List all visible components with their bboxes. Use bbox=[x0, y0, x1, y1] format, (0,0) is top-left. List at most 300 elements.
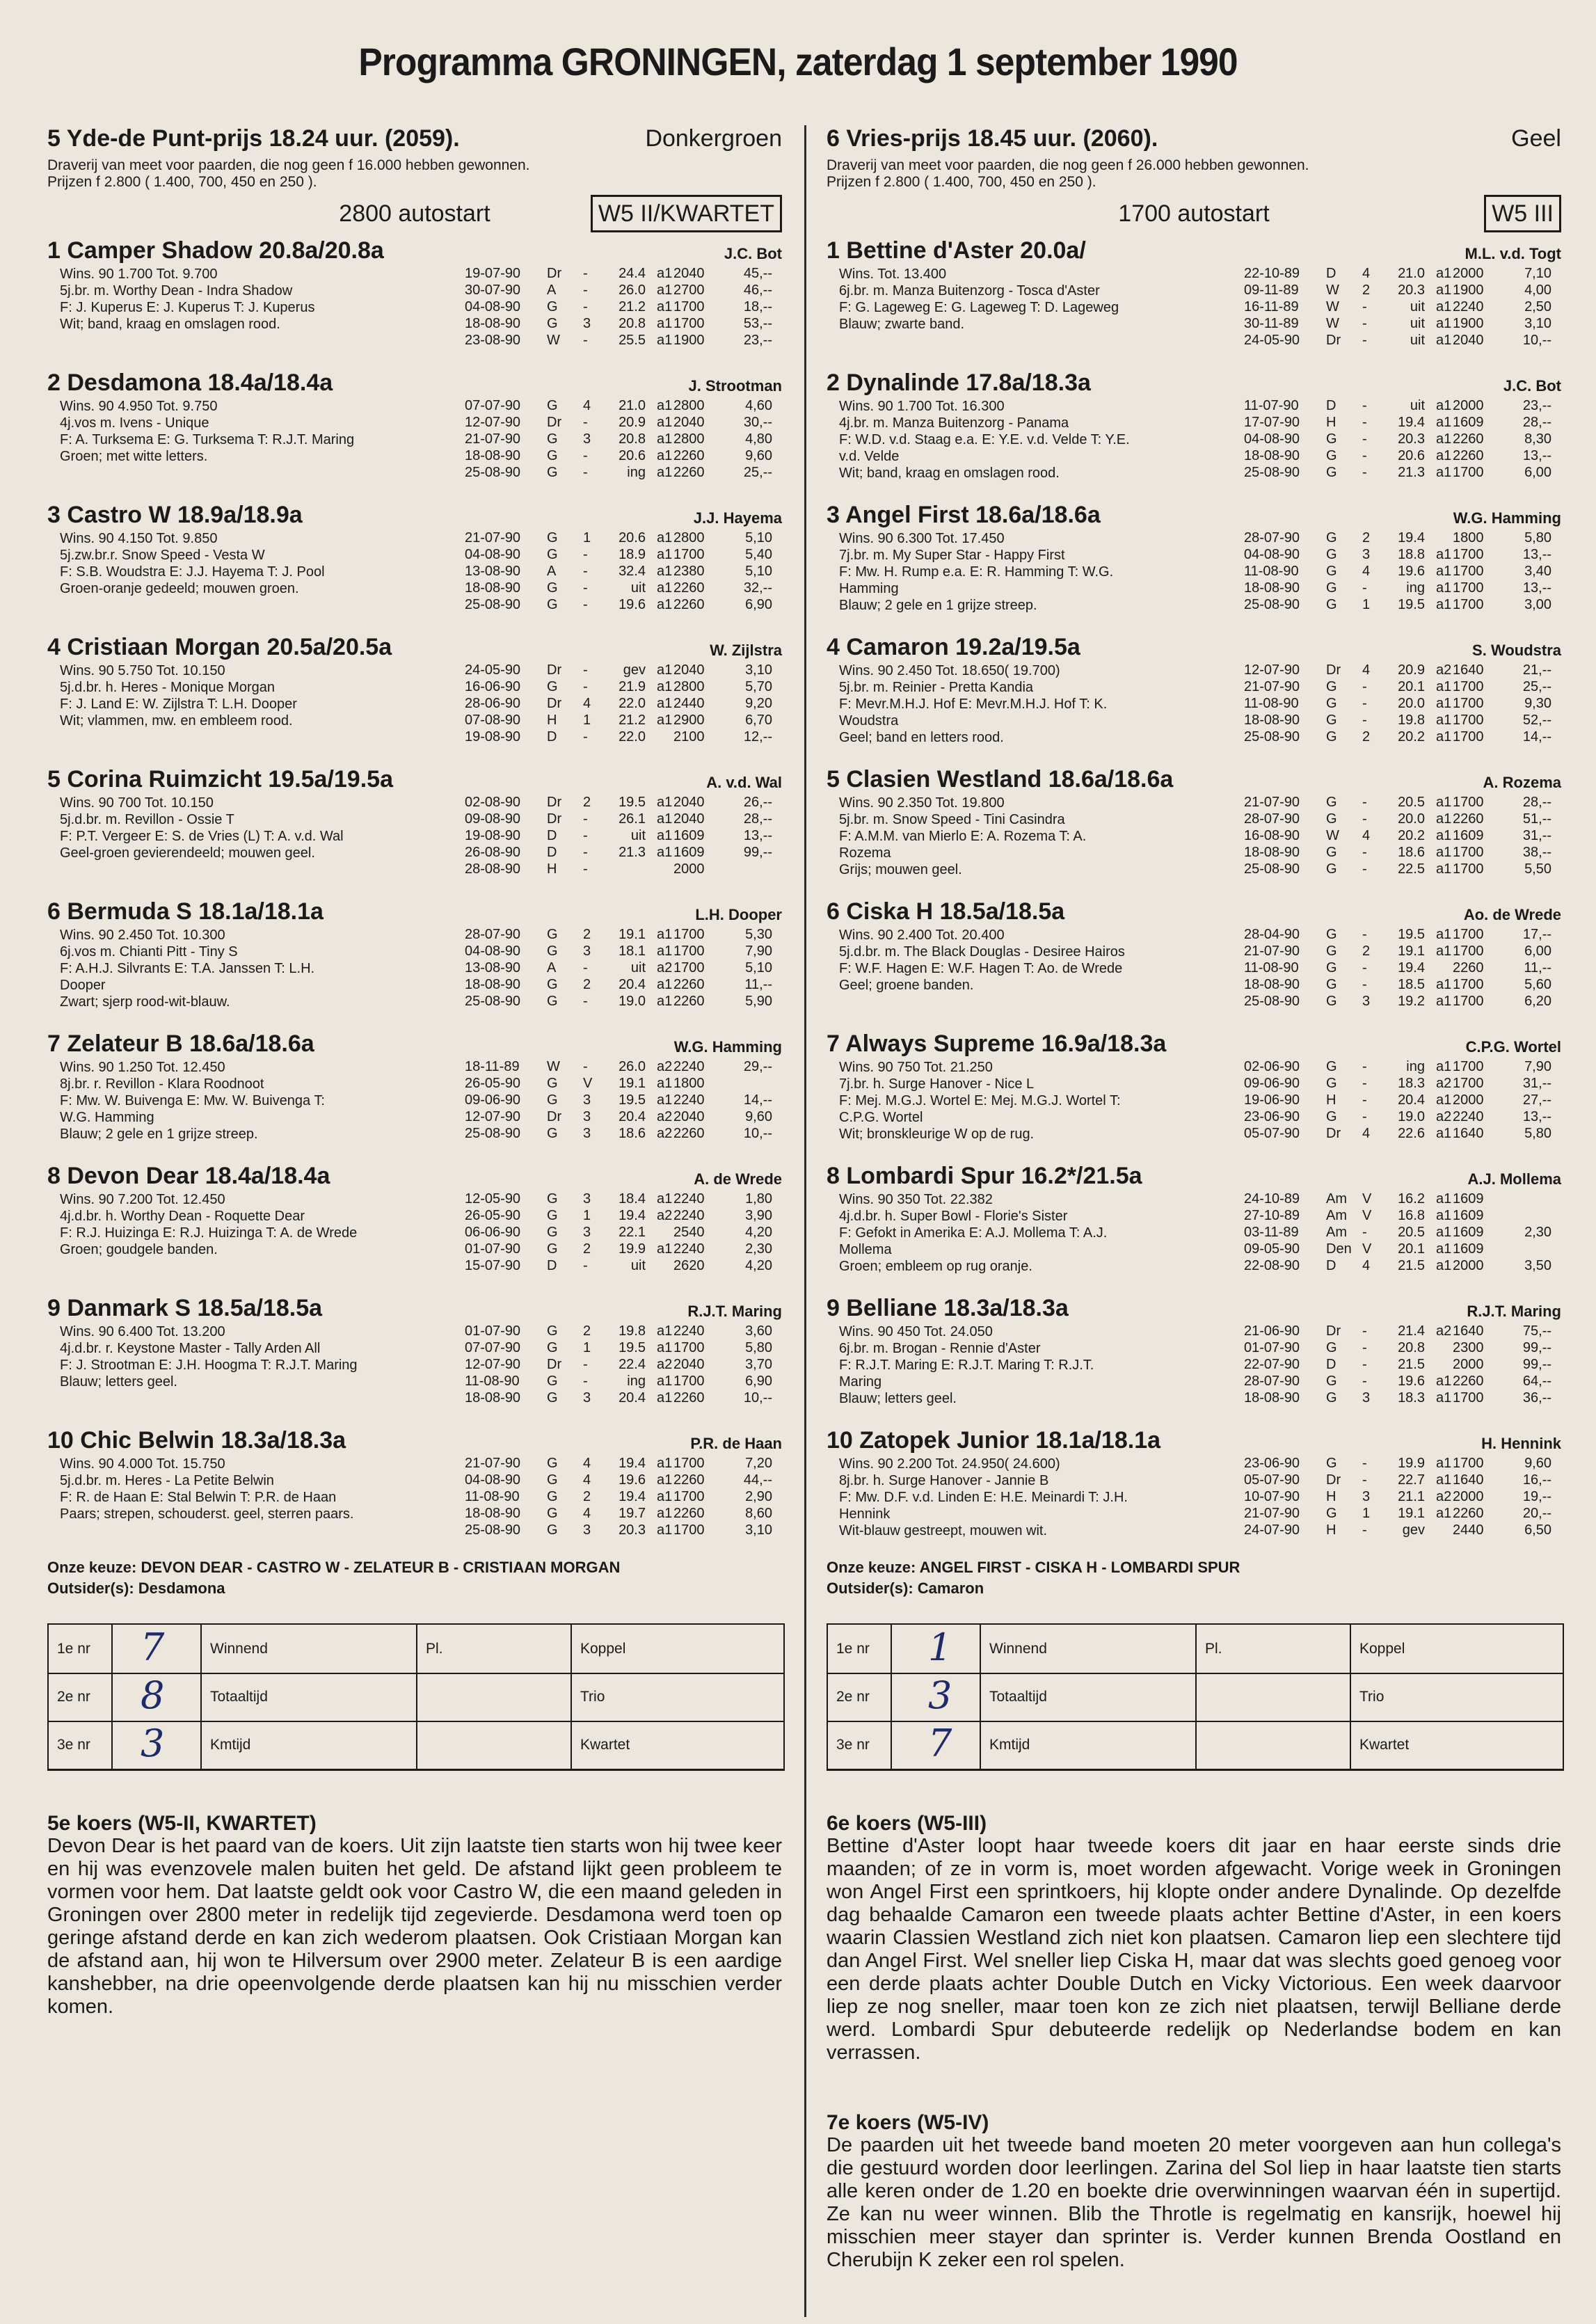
result-time: ing bbox=[1406, 580, 1425, 596]
result-track: Dr bbox=[547, 795, 562, 810]
result-track: G bbox=[547, 597, 558, 612]
result-date: 22-07-90 bbox=[1244, 1357, 1300, 1372]
result-place: - bbox=[583, 960, 588, 976]
result-time: 16.2 bbox=[1398, 1191, 1425, 1207]
horse-info-line: 5j.zw.br.r. Snow Speed - Vesta W bbox=[60, 548, 265, 563]
horse-info-line: Wins. 90 2.450 Tot. 18.650( 19.700) bbox=[839, 663, 1060, 678]
result-date: 11-07-90 bbox=[1244, 398, 1299, 413]
result-start: a2 bbox=[1436, 1489, 1452, 1504]
result-track: D bbox=[547, 828, 557, 843]
result-time: 18.8 bbox=[1398, 547, 1425, 562]
result-date: 04-08-90 bbox=[465, 547, 521, 562]
horse-info-line: Groen; goudgele banden. bbox=[60, 1242, 218, 1257]
horse-header bbox=[827, 1424, 1561, 1454]
result-track: Dr bbox=[1326, 662, 1341, 678]
horse-info bbox=[60, 398, 470, 465]
race-results bbox=[465, 1059, 782, 1143]
result-track: G bbox=[1326, 431, 1337, 447]
horse-info-line: F: Mevr.M.H.J. Hof E: Mevr.M.H.J. Hof T: K. bbox=[839, 697, 1108, 712]
horse-info-line: Blauw; letters geel. bbox=[60, 1374, 177, 1390]
result-start: a2 bbox=[657, 1357, 673, 1372]
result-track: G bbox=[547, 465, 558, 480]
result-distance: 2040 bbox=[673, 415, 705, 430]
result-track: Dr bbox=[547, 696, 562, 711]
result-track: G bbox=[547, 1323, 558, 1339]
result-odds: 13,-- bbox=[1522, 580, 1551, 596]
result-date: 21-07-90 bbox=[465, 530, 521, 546]
horse-info-line: 6j.br. m. Brogan - Rennie d'Aster bbox=[839, 1341, 1041, 1356]
horse-name: 1 Bettine d'Aster 20.0a/ bbox=[827, 237, 1086, 264]
tip-label: 2e nr bbox=[57, 1689, 90, 1705]
horse-info bbox=[839, 795, 1250, 878]
result-start: a1 bbox=[657, 597, 673, 612]
result-start: a1 bbox=[657, 927, 673, 942]
result-odds: 3,90 bbox=[745, 1208, 772, 1223]
result-time: 18.6 bbox=[619, 1126, 646, 1141]
race-results bbox=[465, 1191, 782, 1275]
result-odds: 9,20 bbox=[745, 696, 772, 711]
result-track: G bbox=[1326, 944, 1337, 959]
result-time: 20.5 bbox=[1398, 795, 1425, 810]
horse-info-line: 8j.br. h. Surge Hanover - Jannie B bbox=[839, 1473, 1049, 1488]
result-date: 12-05-90 bbox=[465, 1191, 521, 1207]
result-odds: 26,-- bbox=[743, 795, 772, 810]
result-odds: 7,90 bbox=[1524, 1059, 1551, 1074]
result-start: a2 bbox=[1436, 1076, 1452, 1091]
horse-entry bbox=[827, 1027, 1561, 1159]
horse-info-line: 4j.vos m. Ivens - Unique bbox=[60, 415, 209, 431]
result-start: a1 bbox=[657, 1340, 673, 1355]
result-place: - bbox=[1362, 1456, 1367, 1471]
result-date: 07-08-90 bbox=[465, 713, 521, 728]
result-date: 04-08-90 bbox=[465, 944, 521, 959]
horse-entry bbox=[827, 1159, 1561, 1291]
result-odds: 5,80 bbox=[745, 1340, 772, 1355]
result-time: 21.0 bbox=[1398, 266, 1425, 281]
result-place: 2 bbox=[583, 1241, 591, 1257]
result-time: 20.3 bbox=[1398, 431, 1425, 447]
result-place: 2 bbox=[583, 1489, 591, 1504]
result-distance: 1700 bbox=[673, 1456, 705, 1471]
result-odds: 38,-- bbox=[1522, 845, 1551, 860]
result-place: - bbox=[583, 679, 588, 694]
result-date: 07-07-90 bbox=[465, 398, 521, 413]
result-row bbox=[465, 580, 782, 597]
result-track: W bbox=[547, 1059, 560, 1074]
result-odds: 1,80 bbox=[745, 1191, 772, 1207]
result-distance: 1700 bbox=[673, 547, 705, 562]
result-odds: 51,-- bbox=[1522, 811, 1551, 827]
result-start: a1 bbox=[1436, 266, 1452, 281]
horse-info-line: Wins. 90 2.400 Tot. 20.400 bbox=[839, 928, 1005, 943]
result-start: a1 bbox=[1436, 861, 1452, 877]
result-track: G bbox=[1326, 994, 1337, 1009]
article-race-5 bbox=[47, 1812, 782, 2019]
result-distance: 2040 bbox=[673, 266, 705, 281]
horse-info-line: Wit-blauw gestreept, mouwen wit. bbox=[839, 1523, 1048, 1538]
result-row bbox=[1244, 1374, 1561, 1390]
tip-label: 2e nr bbox=[836, 1689, 870, 1705]
horse-info-line: Wit; band, kraag en omslagen rood. bbox=[60, 317, 280, 332]
result-date: 16-06-90 bbox=[465, 679, 521, 694]
result-time: 20.0 bbox=[1398, 811, 1425, 827]
result-track: G bbox=[547, 1092, 558, 1108]
tip-label: Totaaltijd bbox=[210, 1689, 268, 1705]
result-time: 22.5 bbox=[1398, 861, 1425, 877]
result-odds: 14,-- bbox=[1522, 729, 1551, 745]
result-date: 18-08-90 bbox=[465, 580, 521, 596]
horse-entry bbox=[827, 234, 1561, 366]
result-odds: 36,-- bbox=[1522, 1390, 1551, 1406]
result-row bbox=[465, 994, 782, 1010]
result-odds: 3,40 bbox=[1524, 564, 1551, 579]
race-results bbox=[1244, 1456, 1561, 1539]
result-distance: 1700 bbox=[1453, 861, 1484, 877]
result-date: 18-08-90 bbox=[1244, 977, 1300, 992]
result-time: 18.3 bbox=[1398, 1390, 1425, 1406]
result-distance: 2240 bbox=[673, 1191, 705, 1207]
result-distance: 1609 bbox=[1453, 1241, 1484, 1257]
result-time: 19.6 bbox=[1398, 1374, 1425, 1389]
result-distance: 1609 bbox=[1453, 828, 1484, 843]
result-row bbox=[1244, 861, 1561, 878]
result-distance: 2900 bbox=[673, 713, 705, 728]
result-distance: 2000 bbox=[1453, 1092, 1484, 1108]
result-odds: 2,30 bbox=[745, 1241, 772, 1257]
result-distance: 1700 bbox=[1453, 795, 1484, 810]
result-time: 19.4 bbox=[1398, 415, 1425, 430]
result-distance: 1700 bbox=[1453, 547, 1484, 562]
horse-name: 7 Zelateur B 18.6a/18.6a bbox=[47, 1030, 314, 1057]
result-time: uit bbox=[630, 828, 646, 843]
result-time: 19.5 bbox=[1398, 597, 1425, 612]
result-track: Dr bbox=[1326, 333, 1341, 348]
result-date: 21-07-90 bbox=[465, 431, 521, 447]
result-distance: 1700 bbox=[673, 1522, 705, 1538]
result-place: 2 bbox=[1362, 944, 1371, 959]
tip-label: 3e nr bbox=[57, 1737, 90, 1753]
result-distance: 2300 bbox=[1453, 1340, 1484, 1355]
result-place: 4 bbox=[583, 696, 591, 711]
handwritten-pick: 8 bbox=[141, 1673, 165, 1717]
result-row bbox=[465, 1357, 782, 1374]
result-date: 01-07-90 bbox=[465, 1241, 521, 1257]
result-row bbox=[465, 1506, 782, 1522]
tip-form-divider bbox=[416, 1625, 417, 1769]
result-place: - bbox=[583, 1258, 588, 1273]
result-odds: 2,50 bbox=[1524, 299, 1551, 315]
result-odds: 75,-- bbox=[1522, 1323, 1551, 1339]
result-place: - bbox=[583, 266, 588, 281]
result-row bbox=[465, 1374, 782, 1390]
result-track: G bbox=[547, 398, 558, 413]
result-row bbox=[465, 282, 782, 299]
result-distance: 2260 bbox=[1453, 960, 1484, 976]
result-row bbox=[1244, 547, 1561, 564]
result-odds: 3,50 bbox=[1524, 1258, 1551, 1273]
result-time: 21.5 bbox=[1398, 1258, 1425, 1273]
result-track: G bbox=[1326, 1456, 1337, 1471]
result-row bbox=[465, 944, 782, 960]
result-place: 3 bbox=[583, 316, 591, 331]
result-place: 3 bbox=[583, 1390, 591, 1406]
race-results bbox=[465, 927, 782, 1010]
race-color: Donkergroen bbox=[645, 125, 782, 152]
result-track: G bbox=[547, 580, 558, 596]
result-distance: 1700 bbox=[1453, 597, 1484, 612]
article-text: Devon Dear is het paard van de koers. Uit zijn laatste tien starts won hij twee keer en hij was evenzovele malen buiten het geld. De afstand lijkt geen probleem te vormen voor hem. Dat laatste geldt ook voor Castro W, die een maand geleden in Groningen over 2800 meter in redelijk tijd zegevierde. Desdamona werd toen op geringe afstand derde en kan zich wederom plaatsen. Ook Cristiaan Morgan kan de afstand aan, hij won te Hilversum over 2900 meter. Zelateur B is een aardige kanshebber, na drie opeenvolgende derde plaatsen kan hij nu misschien verder komen. bbox=[47, 1835, 782, 2018]
result-row bbox=[1244, 1522, 1561, 1539]
result-date: 10-07-90 bbox=[1244, 1489, 1300, 1504]
result-place: - bbox=[1362, 1225, 1367, 1240]
result-distance: 2000 bbox=[1453, 1357, 1484, 1372]
horse-info-line: 5j.br. m. Worthy Dean - Indra Shadow bbox=[60, 283, 293, 299]
result-row bbox=[465, 729, 782, 746]
result-odds: 12,-- bbox=[743, 729, 772, 745]
result-place: 1 bbox=[1362, 597, 1371, 612]
article-title: 5e koers (W5-II, KWARTET) bbox=[47, 1812, 317, 1835]
result-row bbox=[1244, 1225, 1561, 1241]
race-distance: 2800 autostart bbox=[339, 200, 490, 227]
result-place: - bbox=[1362, 1357, 1367, 1372]
result-date: 26-08-90 bbox=[465, 845, 521, 860]
result-row bbox=[1244, 713, 1561, 729]
result-row bbox=[1244, 398, 1561, 415]
result-place: 3 bbox=[1362, 1390, 1371, 1406]
jockey-name: M.L. v.d. Togt bbox=[1465, 245, 1561, 262]
result-track: G bbox=[547, 1241, 558, 1257]
result-odds: 9,60 bbox=[745, 448, 772, 463]
result-start: a1 bbox=[1436, 1059, 1452, 1074]
result-place: 4 bbox=[1362, 266, 1371, 281]
result-odds: 44,-- bbox=[743, 1472, 772, 1488]
result-odds: 4,60 bbox=[745, 398, 772, 413]
result-start: a1 bbox=[1436, 465, 1452, 480]
result-start: a1 bbox=[1436, 1208, 1452, 1223]
tip-label: Koppel bbox=[1359, 1641, 1405, 1657]
result-start: a2 bbox=[657, 1059, 673, 1074]
race-conditions: Draverij van meet voor paarden, die nog geen f 26.000 hebben gewonnen. bbox=[827, 157, 1309, 173]
horse-entry bbox=[827, 895, 1561, 1027]
race-prizes: Prijzen f 2.800 ( 1.400, 700, 450 en 250 ). bbox=[47, 174, 317, 190]
horse-header bbox=[47, 234, 782, 264]
tip-label: Winnend bbox=[989, 1641, 1047, 1657]
result-date: 25-08-90 bbox=[1244, 861, 1300, 877]
result-row bbox=[1244, 415, 1561, 431]
result-track: H bbox=[547, 713, 557, 728]
result-date: 25-08-90 bbox=[1244, 729, 1300, 745]
bet-type-badge: W5 III bbox=[1484, 195, 1561, 232]
horse-info-line: 6j.br. m. Manza Buitenzorg - Tosca d'Aster bbox=[839, 283, 1100, 299]
result-place: 3 bbox=[583, 431, 591, 447]
result-row bbox=[465, 927, 782, 944]
result-distance: 1700 bbox=[1453, 1456, 1484, 1471]
result-distance: 2000 bbox=[1453, 398, 1484, 413]
our-choice: Onze keuze: ANGEL FIRST - CISKA H - LOMBARDI SPUR bbox=[827, 1559, 1240, 1576]
result-track: W bbox=[1326, 316, 1339, 331]
result-row bbox=[465, 597, 782, 614]
race-results bbox=[1244, 398, 1561, 481]
race-title: 6 Vries-prijs 18.45 uur. (2060). bbox=[827, 125, 1158, 152]
horse-info-line: 5j.d.br. m. The Black Douglas - Desiree Hairos bbox=[839, 944, 1125, 960]
result-distance: 2260 bbox=[673, 597, 705, 612]
result-track: G bbox=[1326, 811, 1337, 827]
horse-header bbox=[827, 498, 1561, 529]
result-date: 28-07-90 bbox=[1244, 811, 1300, 827]
result-row bbox=[1244, 580, 1561, 597]
result-distance: 2260 bbox=[673, 1472, 705, 1488]
horse-info-line: C.P.G. Wortel bbox=[839, 1110, 923, 1125]
result-time: 20.1 bbox=[1398, 1241, 1425, 1257]
jockey-name: C.P.G. Wortel bbox=[1465, 1038, 1561, 1056]
result-row bbox=[1244, 1472, 1561, 1489]
horse-info-line: F: J. Land E: W. Zijlstra T: L.H. Dooper bbox=[60, 697, 297, 712]
result-start: a1 bbox=[657, 299, 673, 315]
result-start: a1 bbox=[657, 1456, 673, 1471]
horse-info-line: F: A.M.M. van Mierlo E: A. Rozema T: A. bbox=[839, 829, 1087, 844]
horse-info-line: F: Mw. H. Rump e.a. E: R. Hamming T: W.G. bbox=[839, 564, 1114, 580]
result-odds: 30,-- bbox=[743, 415, 772, 430]
result-start: a1 bbox=[1436, 944, 1452, 959]
result-time: 20.3 bbox=[619, 1522, 646, 1538]
result-track: Am bbox=[1326, 1191, 1347, 1207]
result-track: G bbox=[547, 1191, 558, 1207]
horse-info-line: F: W.D. v.d. Staag e.a. E: Y.E. v.d. Velde T: Y.E. bbox=[839, 432, 1130, 447]
horse-entry bbox=[827, 1291, 1561, 1424]
horse-entry bbox=[827, 630, 1561, 763]
horse-name: 8 Devon Dear 18.4a/18.4a bbox=[47, 1163, 330, 1189]
handwritten-pick: 7 bbox=[141, 1625, 165, 1669]
horse-info-line: 4j.d.br. h. Super Bowl - Florie's Sister bbox=[839, 1209, 1068, 1224]
horse-info-line: Wins. 90 2.200 Tot. 24.950( 24.600) bbox=[839, 1456, 1060, 1472]
result-time: 22.0 bbox=[619, 696, 646, 711]
result-track: G bbox=[1326, 1076, 1337, 1091]
horse-header bbox=[47, 1291, 782, 1322]
result-distance: 2240 bbox=[1453, 1109, 1484, 1124]
result-distance: 2100 bbox=[673, 729, 705, 745]
result-row bbox=[465, 1191, 782, 1208]
result-start: a1 bbox=[657, 1489, 673, 1504]
horse-info-line: 4j.d.br. r. Keystone Master - Tally Arden All bbox=[60, 1341, 321, 1356]
result-row bbox=[1244, 299, 1561, 316]
horse-entry bbox=[827, 498, 1561, 630]
result-track: G bbox=[1326, 977, 1337, 992]
result-odds: 5,90 bbox=[745, 994, 772, 1009]
result-odds: 27,-- bbox=[1522, 1092, 1551, 1108]
result-date: 16-08-90 bbox=[1244, 828, 1300, 843]
result-distance: 1700 bbox=[1453, 696, 1484, 711]
result-start: a1 bbox=[657, 977, 673, 992]
result-start: a1 bbox=[657, 1076, 673, 1091]
result-odds: 99,-- bbox=[1522, 1340, 1551, 1355]
result-place: - bbox=[1362, 398, 1367, 413]
result-start: a1 bbox=[1436, 845, 1452, 860]
horse-header bbox=[827, 630, 1561, 661]
result-distance: 2000 bbox=[1453, 1489, 1484, 1504]
result-track: Dr bbox=[547, 266, 562, 281]
race-results bbox=[465, 398, 782, 481]
result-date: 25-08-90 bbox=[1244, 597, 1300, 612]
result-row bbox=[1244, 994, 1561, 1010]
result-row bbox=[465, 845, 782, 861]
result-date: 12-07-90 bbox=[465, 1357, 521, 1372]
result-track: D bbox=[547, 1258, 557, 1273]
result-distance: 1700 bbox=[1453, 465, 1484, 480]
horse-name: 4 Cristiaan Morgan 20.5a/20.5a bbox=[47, 634, 392, 660]
result-row bbox=[1244, 927, 1561, 944]
race-6-tip-form bbox=[827, 1623, 1564, 1771]
result-track: G bbox=[1326, 845, 1337, 860]
result-time: 22.6 bbox=[1398, 1126, 1425, 1141]
result-odds: 10,-- bbox=[743, 1390, 772, 1406]
horse-info-line: 4j.br. m. Manza Buitenzorg - Panama bbox=[839, 415, 1069, 431]
result-place: - bbox=[583, 547, 588, 562]
result-distance: 1609 bbox=[673, 845, 705, 860]
result-track: G bbox=[547, 679, 558, 694]
result-start: a1 bbox=[1436, 1390, 1452, 1406]
result-place: - bbox=[1362, 861, 1367, 877]
result-time: 18.4 bbox=[619, 1191, 646, 1207]
result-time: 20.4 bbox=[619, 1390, 646, 1406]
result-row bbox=[465, 1225, 782, 1241]
result-time: 20.1 bbox=[1398, 679, 1425, 694]
horse-entry bbox=[827, 763, 1561, 895]
result-row bbox=[465, 1126, 782, 1143]
result-start: a1 bbox=[1436, 1374, 1452, 1389]
result-time: gev bbox=[1402, 1522, 1425, 1538]
result-start: a1 bbox=[657, 1472, 673, 1488]
result-odds: 9,60 bbox=[1524, 1456, 1551, 1471]
result-track: G bbox=[1326, 597, 1337, 612]
tip-label: Totaaltijd bbox=[989, 1689, 1047, 1705]
result-row bbox=[465, 662, 782, 679]
horse-info-line: F: P.T. Vergeer E: S. de Vries (L) T: A. v.d. Wal bbox=[60, 829, 344, 844]
result-start: a1 bbox=[1436, 1506, 1452, 1521]
result-distance: 1700 bbox=[1453, 1390, 1484, 1406]
result-track: G bbox=[547, 1208, 558, 1223]
horse-name: 5 Corina Ruimzicht 19.5a/19.5a bbox=[47, 766, 393, 793]
result-date: 28-06-90 bbox=[465, 696, 521, 711]
result-odds: 3,60 bbox=[745, 1323, 772, 1339]
result-start: a1 bbox=[657, 828, 673, 843]
horse-name: 2 Dynalinde 17.8a/18.3a bbox=[827, 369, 1091, 396]
result-start: a1 bbox=[1436, 729, 1452, 745]
result-date: 21-07-90 bbox=[1244, 1506, 1300, 1521]
result-track: G bbox=[547, 994, 558, 1009]
jockey-name: A. Rozema bbox=[1483, 774, 1561, 791]
result-track: G bbox=[1326, 927, 1337, 942]
horse-info bbox=[60, 662, 470, 729]
horse-name: 9 Danmark S 18.5a/18.5a bbox=[47, 1295, 323, 1321]
result-track: G bbox=[1326, 1374, 1337, 1389]
result-distance: 2040 bbox=[673, 1109, 705, 1124]
column-divider bbox=[804, 125, 806, 2317]
horse-info bbox=[60, 1456, 470, 1522]
result-row bbox=[1244, 266, 1561, 282]
result-place: - bbox=[1362, 679, 1367, 694]
result-time: 16.8 bbox=[1398, 1208, 1425, 1223]
result-track: G bbox=[1326, 1109, 1337, 1124]
result-distance: 1640 bbox=[1453, 662, 1484, 678]
article-race-6 bbox=[827, 1812, 1561, 2064]
horse-info-line: Geel-groen gevierendeeld; mouwen geel. bbox=[60, 845, 315, 861]
race-distance: 1700 autostart bbox=[1118, 200, 1270, 227]
result-odds: 13,-- bbox=[743, 828, 772, 843]
result-row bbox=[465, 960, 782, 977]
result-place: 4 bbox=[1362, 1126, 1371, 1141]
result-time: 20.4 bbox=[619, 1109, 646, 1124]
result-date: 21-06-90 bbox=[1244, 1323, 1300, 1339]
